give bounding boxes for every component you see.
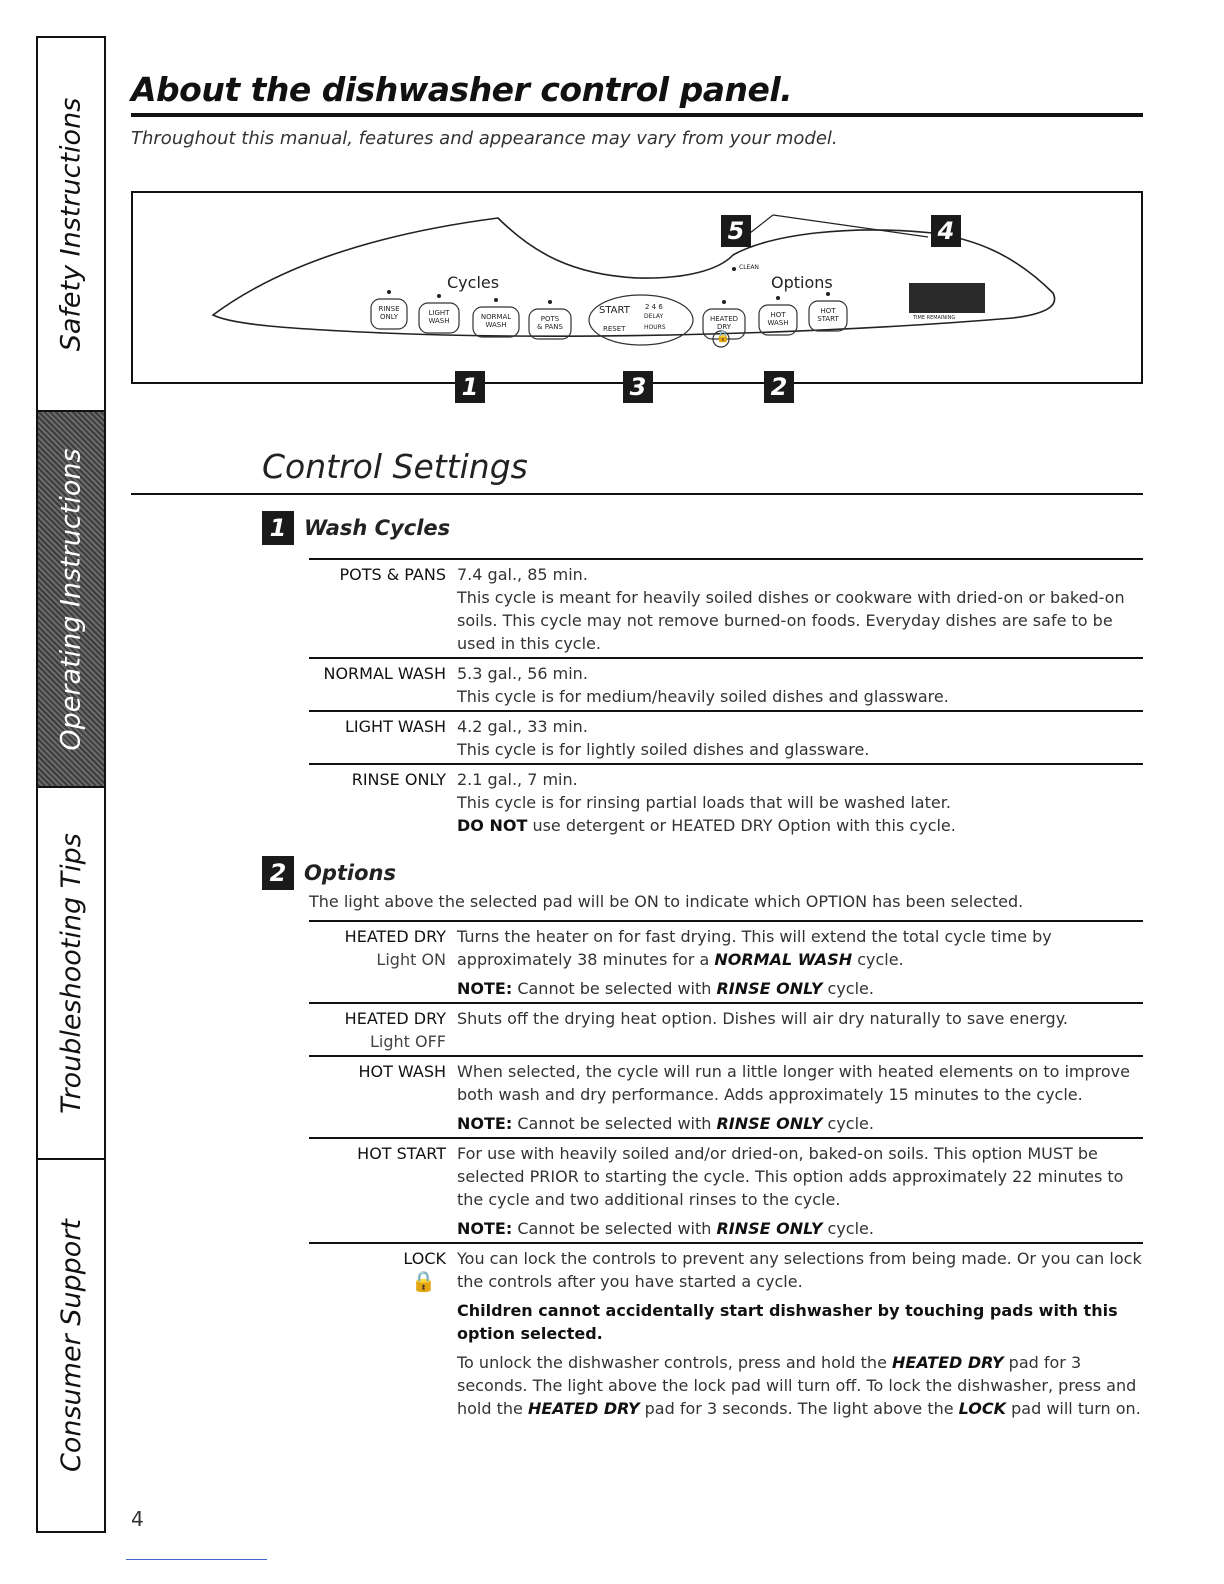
row-label: HOT START <box>357 1144 446 1163</box>
normal-wash-button[interactable]: NORMAL WASH <box>480 313 512 329</box>
wash-cycles-table <box>309 558 1143 839</box>
row-label: HOT WASH <box>358 1062 446 1081</box>
table-row <box>309 710 1143 763</box>
note: NOTE: Cannot be selected with RINSE ONLY cycle. <box>457 1219 874 1238</box>
cycles-label: Cycles <box>447 273 500 292</box>
rinse-only-button[interactable]: RINSE ONLY <box>378 305 400 321</box>
row-description: 4.2 gal., 33 min. This cycle is for lightly soiled dishes and glassware. <box>457 717 870 759</box>
hot-wash-button[interactable]: HOT WASH <box>767 311 789 327</box>
tab-label: Consumer Support <box>55 1219 87 1472</box>
heated-dry-button[interactable]: HEATED DRY <box>709 315 739 331</box>
options-intro: The light above the selected pad will be ON to indicate which OPTION has been selected. <box>309 892 1024 911</box>
row-description: For use with heavily soiled and/or dried-on, baked-on soils. This option MUST be selected PRIOR to starting the cycle. This option adds approximately 22 minutes to the cycle and two additional rinses to the cycle. NOTE: Cannot be selected with RINSE ONLY cycle. <box>457 1142 1143 1240</box>
wash-cycles-heading <box>262 511 450 545</box>
reset-button[interactable]: RESET <box>603 325 626 333</box>
tab-operating-instructions[interactable] <box>38 412 104 788</box>
row-label: HEATED DRY Light OFF <box>344 1009 446 1051</box>
tab-safety-instructions[interactable] <box>38 38 104 412</box>
table-row <box>309 558 1143 657</box>
table-row <box>309 1002 1143 1055</box>
row-label: RINSE ONLY <box>351 770 446 789</box>
lock-icon: 🔒 <box>411 1269 436 1293</box>
options-title: Options <box>304 861 396 885</box>
control-settings-title: Control Settings <box>262 447 528 486</box>
callout-4: 4 <box>931 215 961 247</box>
time-remaining-label: TIME REMAINING <box>913 315 956 321</box>
table-row <box>309 920 1143 1002</box>
callout-2: 2 <box>764 371 794 403</box>
tab-troubleshooting-tips[interactable] <box>38 788 104 1160</box>
callout-3: 3 <box>623 371 653 403</box>
wash-cycles-number: 1 <box>262 511 294 545</box>
row-description: When selected, the cycle will run a little longer with heated elements on to improve both wash and dry performance. Adds approximately 15 minutes to the cycle. NOTE: Cannot be selected with RINSE ONLY cycle. <box>457 1060 1143 1135</box>
delay-numbers: 2 4 6 <box>645 303 663 311</box>
hot-start-button[interactable]: HOT START <box>817 307 839 323</box>
clean-label: CLEAN <box>739 264 759 271</box>
title-rule <box>131 113 1143 117</box>
note: NOTE: Cannot be selected with RINSE ONLY cycle. <box>457 1114 874 1133</box>
row-label: HEATED DRY Light ON <box>344 927 446 969</box>
row-description: 7.4 gal., 85 min. This cycle is meant for heavily soiled dishes or cookware with dried-on or baked-on soils. This cycle may not remove burned-on foods. Everyday dishes are safe to be used in this cycle. <box>457 565 1125 653</box>
options-label: Options <box>771 273 833 292</box>
delay-button[interactable]: DELAY <box>644 313 664 320</box>
table-row <box>309 1137 1143 1242</box>
start-button[interactable]: START <box>599 305 630 316</box>
row-description: Turns the heater on for fast drying. This will extend the total cycle time by approximately 38 minutes for a NORMAL WASH cycle. NOTE: Cannot be selected with RINSE ONLY cycle. <box>457 925 1143 1000</box>
side-tabs <box>36 36 106 1533</box>
row-description: You can lock the controls to prevent any selections from being made. Or you can lock the controls after you have started a cycle. Children cannot accidentally start dishwasher by touching pads with this option selected. To unlock the dishwasher controls, press and hold the HEATED DRY pad for 3 seconds. The light above the lock pad will turn off. To lock the dishwasher, press and hold the HEATED DRY pad for 3 seconds. The light above the LOCK pad will turn on. <box>457 1249 1142 1418</box>
page-title: About the dishwasher control panel. <box>131 70 793 109</box>
row-description: Shuts off the drying heat option. Dishes will air dry naturally to save energy. <box>457 1009 1068 1028</box>
row-description: 5.3 gal., 56 min. This cycle is for medium/heavily soiled dishes and glassware. <box>457 664 949 706</box>
row-description: 2.1 gal., 7 min. This cycle is for rinsing partial loads that will be washed later. DO NOT use detergent or HEATED DRY Option with this cycle. <box>457 770 956 835</box>
options-table <box>309 920 1143 1422</box>
pots-pans-button[interactable]: POTS & PANS <box>537 315 563 331</box>
table-row <box>309 763 1143 839</box>
control-panel-diagram <box>131 191 1143 401</box>
panel-outline <box>133 193 1141 382</box>
note: NOTE: Cannot be selected with RINSE ONLY cycle. <box>457 979 874 998</box>
tab-label: Operating Instructions <box>55 447 87 751</box>
options-number: 2 <box>262 856 294 890</box>
table-row <box>309 1242 1143 1422</box>
section-rule <box>131 493 1143 495</box>
wash-cycles-title: Wash Cycles <box>304 516 451 540</box>
page-subtitle: Throughout this manual, features and appearance may vary from your model. <box>131 128 838 149</box>
lock-button-icon[interactable]: 🔒 <box>716 330 730 343</box>
row-label: LOCK 🔒 <box>309 1247 446 1420</box>
hours-label: HOURS <box>644 324 666 331</box>
tab-consumer-support[interactable] <box>38 1160 104 1531</box>
light-wash-button[interactable]: LIGHT WASH <box>428 309 450 325</box>
callout-5: 5 <box>721 215 751 247</box>
table-row <box>309 1055 1143 1137</box>
display-window <box>909 283 985 313</box>
row-label: NORMAL WASH <box>323 664 446 683</box>
table-row <box>309 657 1143 710</box>
page-number: 4 <box>131 1507 144 1531</box>
tab-label: Safety Instructions <box>55 97 87 351</box>
row-label: LIGHT WASH <box>345 717 446 736</box>
options-heading <box>262 856 396 890</box>
callout-1: 1 <box>455 371 485 403</box>
tab-label: Troubleshooting Tips <box>55 832 87 1114</box>
footer-line <box>126 1559 267 1560</box>
row-label: POTS & PANS <box>339 565 446 584</box>
